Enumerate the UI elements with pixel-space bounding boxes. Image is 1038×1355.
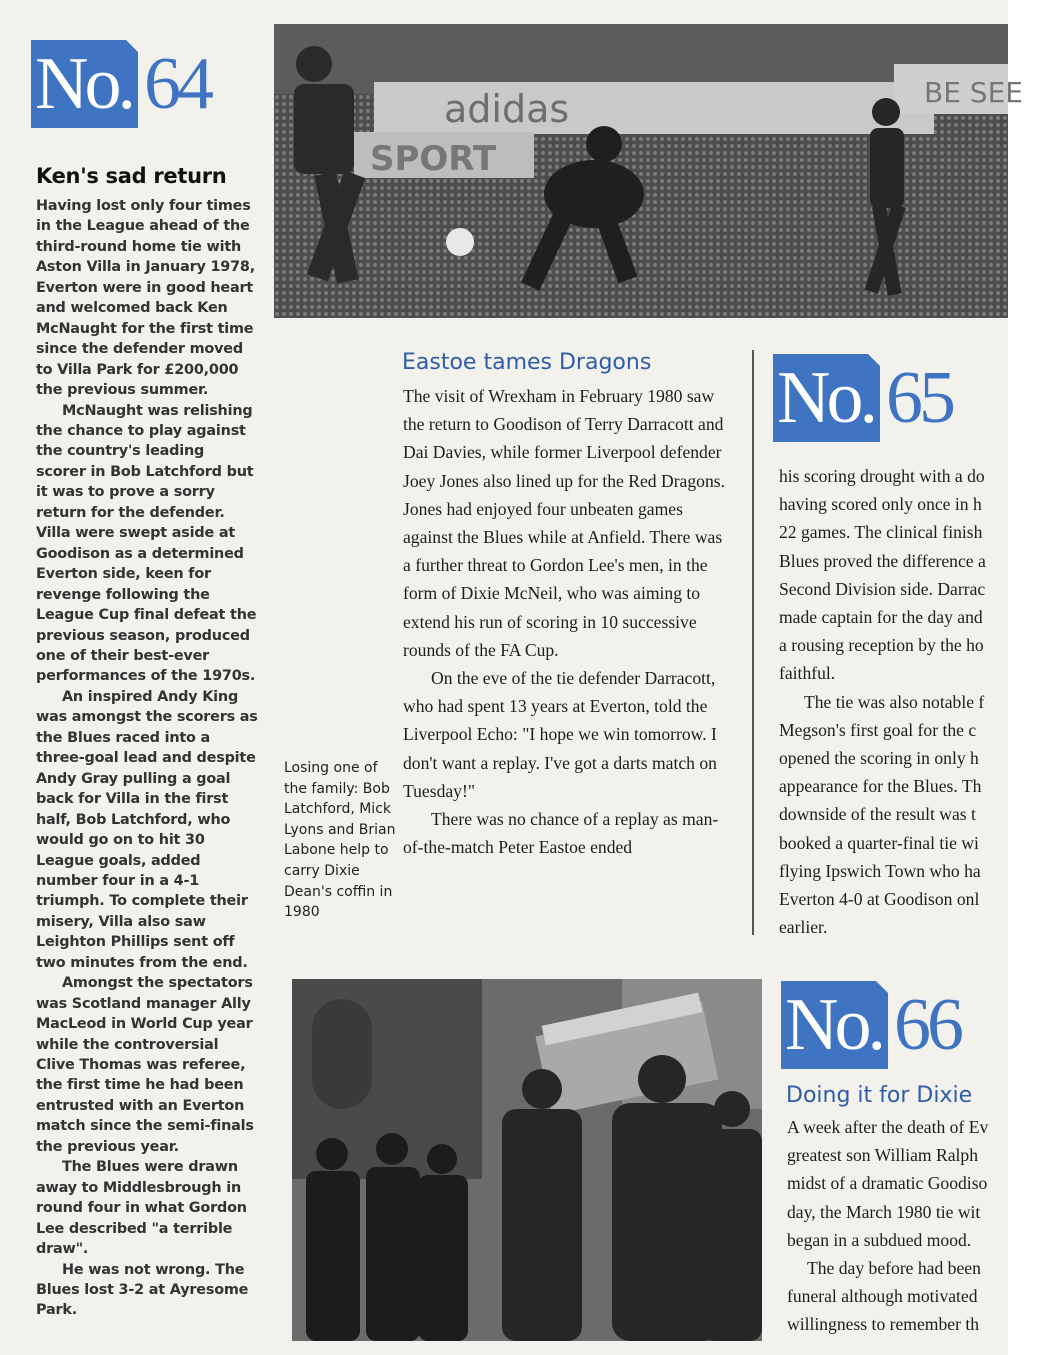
article-66-headline: Doing it for Dixie — [786, 1083, 973, 1108]
article-64-headline: Ken's sad return — [36, 164, 227, 188]
adidas-hoarding: adidas — [444, 87, 570, 131]
badge-no-label: No. — [781, 981, 888, 1069]
article-65-line: made captain for the day and — [779, 607, 983, 628]
badge-number: 66 — [893, 984, 960, 1066]
article-64 — [36, 164, 258, 1321]
article-64-paragraph: McNaught was relishing the chance to play against the country's leading scorer in Bob Latchford but it was to prove a sorry return for the defender. Villa were swept aside at Goodison as a determined Everton side, keen for revenge following the League Cup final defeat the previous season, produced one of their best-ever performances of the 1970s. — [36, 402, 257, 685]
badge-no-label: No. — [31, 40, 138, 128]
badge-number: 64 — [143, 43, 210, 125]
article-65-line: faithful. — [779, 663, 836, 684]
article-66-line: The day before had been — [807, 1258, 981, 1279]
article-66-line: began in a subdued mood. — [787, 1229, 972, 1250]
article-65-line: flying Ipswich Town who ha — [779, 860, 981, 881]
article-65-line: opened the scoring in only h — [779, 748, 979, 769]
article-66-line: greatest son William Ralph — [787, 1145, 978, 1166]
badge-no-66 — [781, 981, 960, 1069]
article-65-line: appearance for the Blues. Th — [779, 776, 982, 797]
article-65-line: booked a quarter-final tie wi — [779, 832, 979, 853]
article-64-paragraph: An inspired Andy King was amongst the scorers as the Blues raced into a three-goal lead and despite Andy Gray pulling a goal back for Villa in the first half, Bob Latchford, who would go on to hit 30 League goals, added number four in a 4-1 triumph. To complete their misery, Villa also saw Leighton Phillips sent off two minutes from the end. — [36, 688, 258, 971]
article-65-line: Blues proved the difference a — [779, 550, 986, 571]
article-65-line: Second Division side. Darrac — [779, 578, 986, 599]
article-65-line: his scoring drought with a do — [779, 466, 985, 486]
article-65-line: 22 games. The clinical finish — [779, 522, 983, 543]
article-64-paragraph: Having lost only four times in the League ahead of the third-round home tie with Aston Villa in January 1978, Everton were in good heart and welcomed back Ken McNaught for the first time since the defender moved to Villa Park for £200,000 the previous summer. — [36, 198, 255, 399]
article-66-line: midst of a dramatic Goodiso — [787, 1173, 988, 1194]
article-65-paragraph: On the eve of the tie defender Darracott, who had spent 13 years at Everton, told the Liverpool Echo: "I hope we win tomorrow. I don't want a replay. I've got a darts match on Tuesday!" — [403, 668, 717, 801]
match-action-image — [274, 24, 1023, 318]
article-65-line: Everton 4-0 at Goodison onl — [779, 889, 980, 910]
article-66-body — [787, 1113, 1008, 1339]
article-66-line: A week after the death of Ev — [787, 1117, 989, 1137]
article-65-line: having scored only once in h — [779, 494, 982, 515]
sport-hoarding: SPORT — [370, 139, 497, 179]
article-65-body — [403, 382, 725, 861]
badge-no-64 — [31, 40, 210, 128]
article-65-paragraph: There was no chance of a replay as man-of-the-match Peter Eastoe ended — [403, 809, 719, 858]
article-66-line: funeral although motivated — [787, 1286, 978, 1307]
article-66-line: day, the March 1980 tie wit — [787, 1201, 981, 1222]
be-seen-hoarding: BE SEE — [924, 76, 1023, 109]
article-65-line: a rousing reception by the ho — [779, 635, 984, 656]
article-64-paragraph: He was not wrong. The Blues lost 3-2 at Ayresome Park. — [36, 1261, 249, 1319]
article-66-line: willingness to remember th — [787, 1314, 980, 1335]
article-65-line: The tie was also notable f — [804, 691, 985, 712]
match-action-photo — [274, 24, 1023, 318]
column-divider — [752, 350, 754, 935]
article-65-line: earlier. — [779, 917, 828, 938]
article-64-paragraph: The Blues were drawn away to Middlesbrough in round four in what Gordon Lee described "a terrible draw". — [36, 1159, 247, 1258]
coffin-image — [292, 979, 762, 1341]
football — [446, 228, 474, 256]
coffin-photo — [292, 979, 762, 1341]
badge-number: 65 — [885, 357, 952, 439]
article-65-line: downside of the result was t — [779, 804, 976, 825]
badge-no-label: No. — [773, 354, 880, 442]
photo-caption: Losing one of the family: Bob Latchford, Mick Lyons and Brian Labone help to carry Dixie Dean's coffin in 1980 — [284, 760, 396, 921]
article-65-continued — [779, 462, 1008, 941]
article-65-headline: Eastoe tames Dragons — [402, 350, 652, 375]
article-65-paragraph: The visit of Wrexham in February 1980 saw the return to Goodison of Terry Darracott and Dai Davies, while former Liverpool defender Joey Jones also lined up for the Red Dragons. Jones had enjoyed four unbeaten games against the Blues while at Anfield. There was a further threat to Gordon Lee's men, in the form of Dixie McNeil, who was aiming to extend his run of scoring in 10 successive rounds of the FA Cup. — [403, 386, 726, 660]
page-edge — [1008, 0, 1038, 1355]
article-65-line: Megson's first goal for the c — [779, 719, 977, 740]
article-64-paragraph: Amongst the spectators was Scotland manager Ally MacLeod in World Cup year while the controversial Clive Thomas was referee, the first time he had been entrusted with an Everton match since the semi-finals the previous year. — [36, 975, 254, 1155]
badge-no-65 — [773, 354, 952, 442]
